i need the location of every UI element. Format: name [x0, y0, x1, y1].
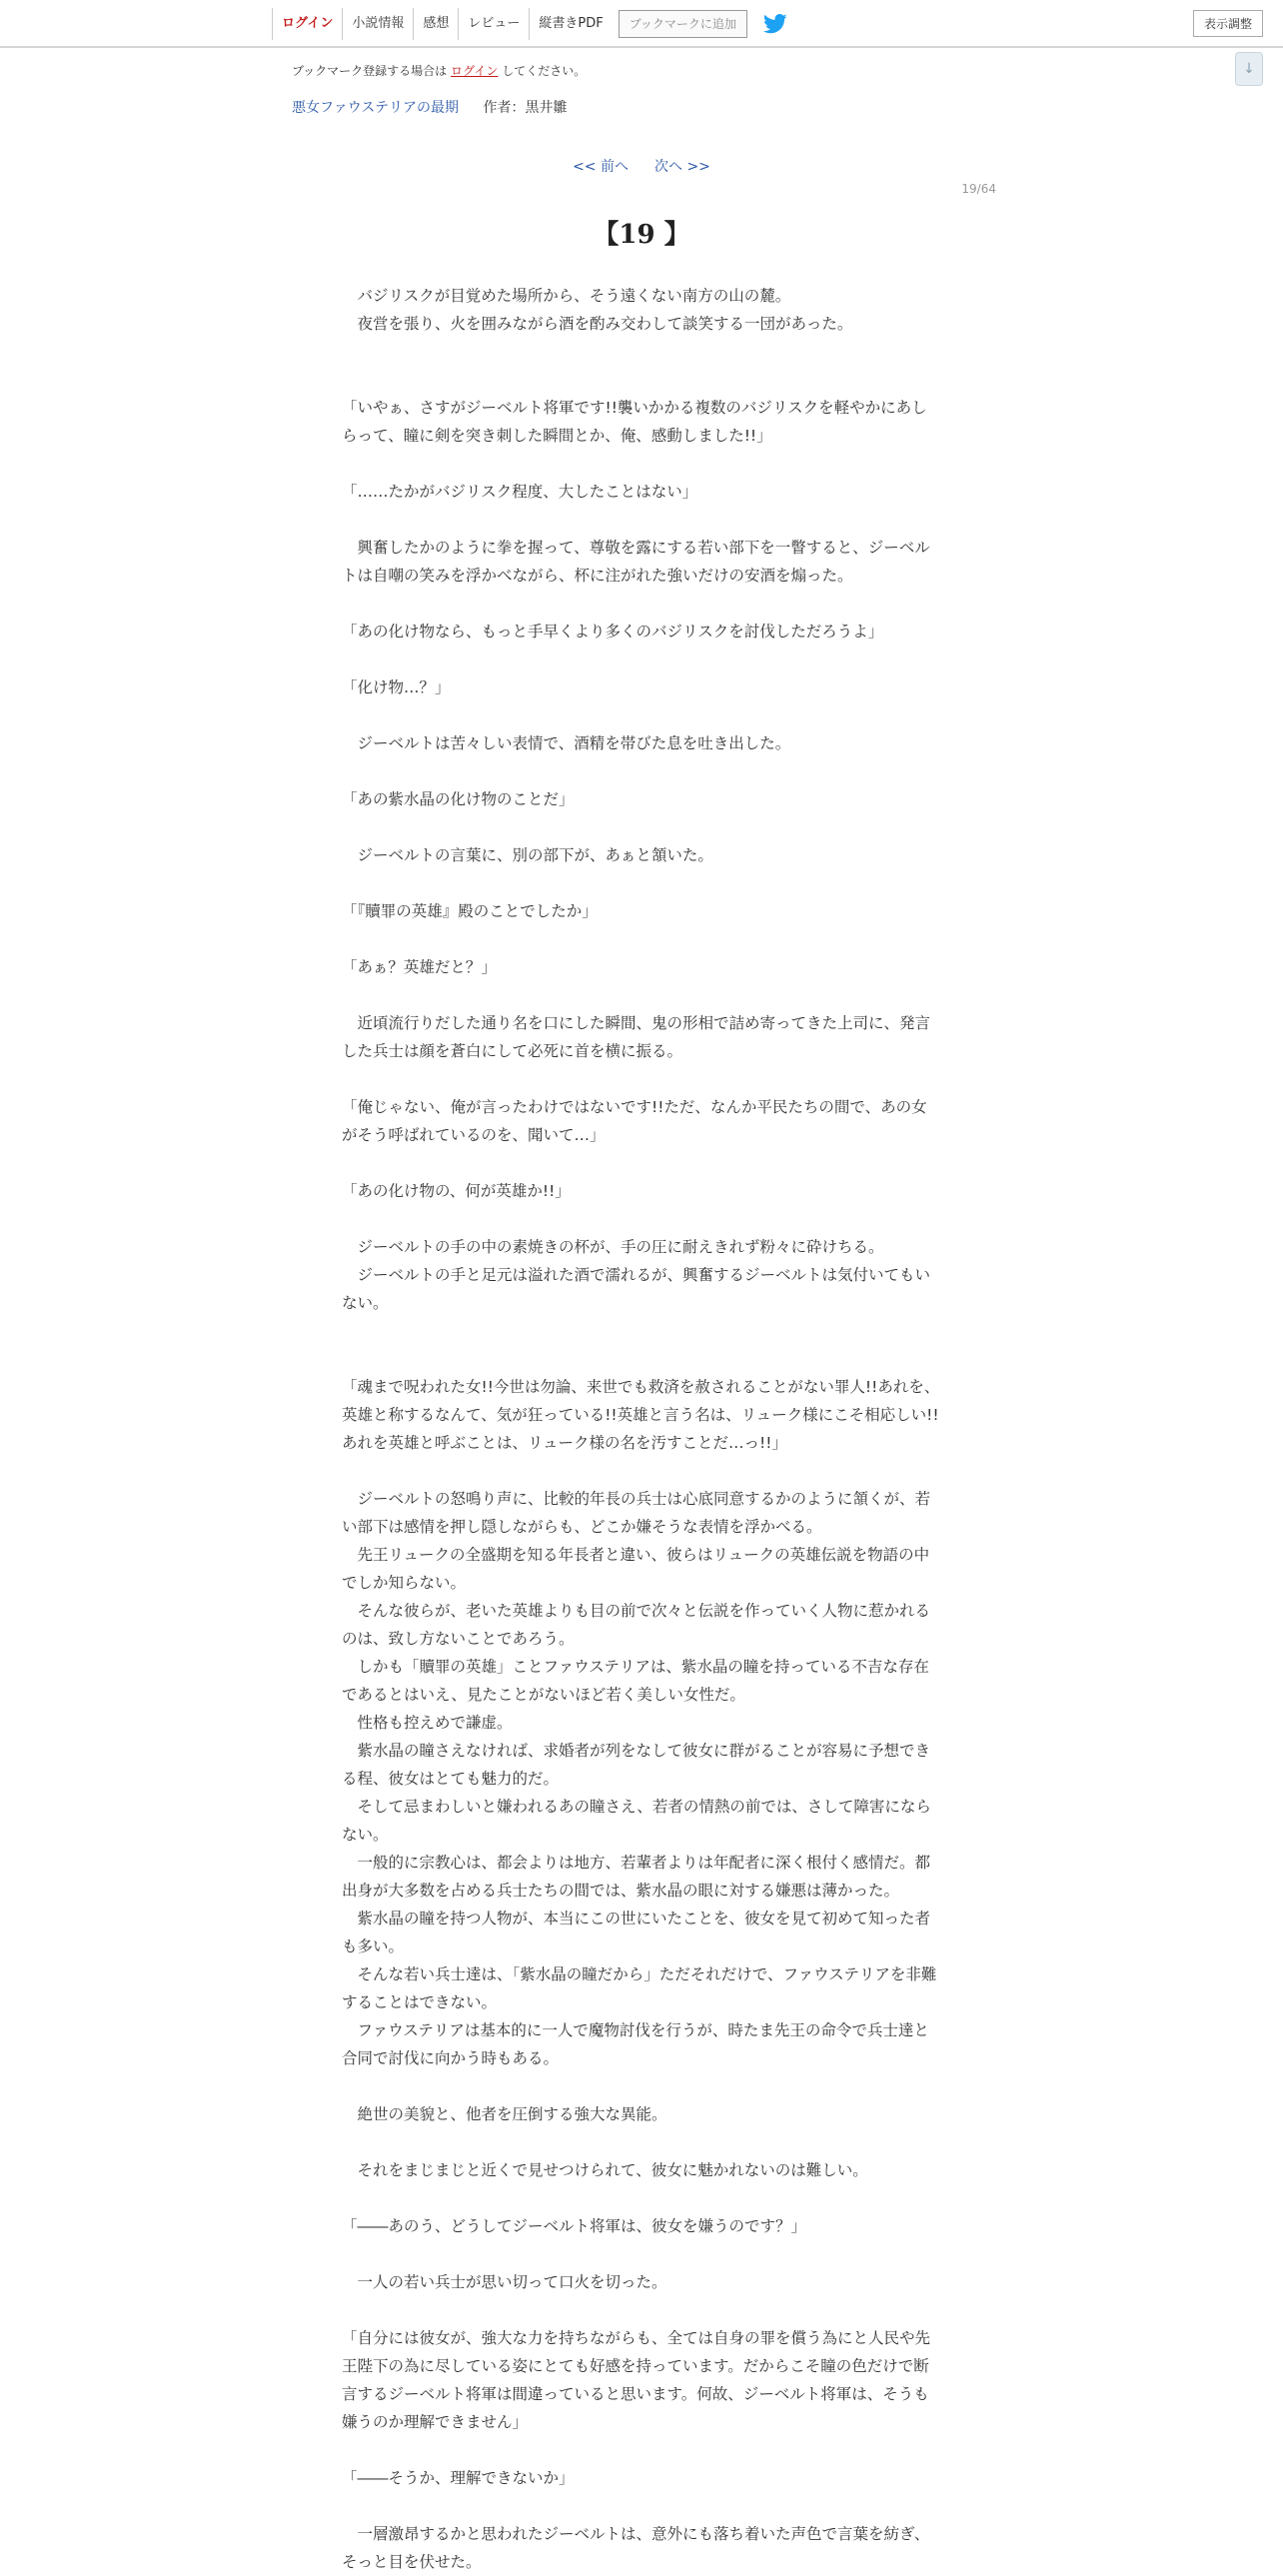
nav-vertical-pdf[interactable]: 縦書きPDF [529, 8, 612, 40]
chapter-paragraph [342, 338, 941, 366]
chapter-paragraph: 一人の若い兵士が思い切って口火を切った。 [342, 2273, 667, 2291]
chapter-paragraph: ジーベルトの手の中の素焼きの杯が、手の圧に耐えきれず粉々に砕けちる。 [342, 1238, 884, 1256]
chapter-paragraph: それをまじまじと近くで見せつけられて、彼女に魅かれないのは難しい。 [342, 2161, 868, 2179]
nav-novel-info[interactable]: 小説情報 [342, 8, 413, 40]
chapter-paragraph: そんな若い兵士達は、「紫水晶の瞳だから」ただそれだけで、ファウステリアを非難することはできない。 [342, 1965, 937, 2011]
chapter-paragraph [342, 1205, 941, 1233]
chapter-paragraph: 「あの紫水晶の化け物のことだ」 [342, 790, 575, 808]
prev-link[interactable]: << 前へ [573, 159, 629, 175]
chapter-paragraph: そして忌まわしいと嫌われるあの瞳さえ、若者の情熱の前では、さして障害にならない。 [342, 1798, 931, 1844]
twitter-icon[interactable] [763, 13, 789, 35]
chapter-paragraph [342, 2184, 941, 2212]
site-header [0, 0, 1283, 48]
chapter-paragraph [342, 869, 941, 897]
chapter-paragraph: 近頃流行りだした通り名を口にした瞬間、鬼の形相で詰め寄ってきた上司に、発言した兵士は顔を蒼白にして必死に首を横に振る。 [342, 1014, 931, 1060]
chapter-paragraph: ジーベルトは苦々しい表情で、酒精を帯びた息を吐き出した。 [342, 734, 791, 752]
chapter-paragraph: 紫水晶の瞳さえなければ、求婚者が列をなして彼女に群がることが容易に予想できる程、彼女はとても魅力的だ。 [342, 1742, 931, 1788]
chapter-paragraph [342, 2436, 941, 2464]
chapter-paragraph [342, 1457, 941, 1485]
chapter-paragraph: ファウステリアは基本的に一人で魔物討伐を行うが、時たま先王の命令で兵士達と合同で討伐に向かう時もある。 [342, 2021, 929, 2067]
nav-login[interactable]: ログイン [272, 8, 342, 40]
scroll-down-button[interactable]: ↓ [1235, 52, 1263, 86]
chapter-title: 【19 】 [593, 220, 690, 250]
chapter-paragraph: 一層激昂するかと思われたジーベルトは、意外にも落ち着いた声色で言葉を紡ぎ、そっと目を伏せた。 [342, 2525, 930, 2571]
chapter-paragraph [342, 1149, 941, 1177]
chapter-paragraph [342, 1345, 941, 1373]
novel-title-link[interactable]: 悪女ファウステリアの最期 [292, 100, 460, 116]
next-link[interactable]: 次へ >> [654, 159, 710, 175]
chapter-paragraph: そんな彼らが、老いた英雄よりも目の前で次々と伝説を作っていく人物に惹かれるのは、致し方ないことであろう。 [342, 1602, 931, 1648]
chapter-paragraph [342, 366, 941, 394]
page-counter: 19/64 [961, 182, 996, 196]
add-bookmark-button[interactable]: ブックマークに追加 [619, 10, 747, 38]
chapter-paragraph: 紫水晶の瞳を持つ人物が、本当にこの世にいたことを、彼女を見て初めて知った者も多い。 [342, 1910, 931, 1955]
chapter-paragraph [342, 981, 941, 1009]
chapter-paragraph: 性格も控えめで謙虚。 [342, 1714, 513, 1732]
chapter-paragraph [342, 2492, 941, 2520]
bookmark-login-link[interactable]: ログイン [450, 64, 499, 78]
nav-review[interactable]: レビュー [458, 8, 529, 40]
chapter-paragraph: 「あの化け物の、何が英雄か!!」 [342, 1182, 571, 1200]
chapter-paragraph: 夜営を張り、火を囲みながら酒を酌み交わして談笑する一団があった。 [342, 315, 853, 333]
chapter-paragraph [342, 1317, 941, 1345]
chapter-paragraph: 一般的に宗教心は、都会よりは地方、若輩者よりは年配者に深く根付く感情だ。都出身が大多数を占める兵士たちの間では、紫水晶の眼に対する嫌悪は薄かった。 [342, 1854, 931, 1900]
chapter-paragraph: 「あぁ？英雄だと？」 [342, 958, 497, 976]
bookmark-note-suffix: してください。 [498, 64, 587, 78]
chapter-paragraph [342, 2072, 941, 2100]
chapter-paragraph [342, 506, 941, 534]
chapter-paragraph: 「あの化け物なら、もっと手早くより多くのバジリスクを討伐しただろうよ」 [342, 623, 884, 641]
nav-impressions[interactable]: 感想 [413, 8, 458, 40]
chapter-paragraph: 「――あのう、どうしてジーベルト将軍は、彼女を嫌うのです？」 [342, 2217, 807, 2235]
chapter-paragraph [342, 813, 941, 841]
chapter-paragraph: バジリスクが目覚めた場所から、そう遠くない南方の山の麓。 [342, 287, 791, 305]
chapter-paragraph: 「魂まで呪われた女!!今世は勿論、来世でも救済を赦されることがない罪人!!あれを、英雄と称するなんて、気が狂っている!!英雄と言う名は、リューク様にこそ相応しい!!あれを英雄と呼ぶことは、リューク様の名を汚すことだ…っ!!」 [342, 1378, 940, 1452]
novel-info [292, 97, 567, 117]
chapter-paragraph: 「化け物…？」 [342, 678, 451, 696]
chapter-paragraph [342, 645, 941, 673]
chapter-paragraph: ジーベルトの手と足元は溢れた酒で濡れるが、興奮するジーベルトは気付いてもいない。 [342, 1266, 931, 1312]
chapter-paragraph: 絶世の美貌と、他者を圧倒する強大な異能。 [342, 2105, 667, 2123]
chapter-paragraph [342, 925, 941, 953]
display-settings-button[interactable]: 表示調整 [1193, 10, 1263, 37]
chapter-paragraph: 「俺じゃない、俺が言ったわけではないです!!ただ、なんか平民たちの間で、あの女がそう呼ばれているのを、聞いて…」 [342, 1098, 927, 1144]
chapter-paragraph: 「いやぁ、さすがジーベルト将軍です!!襲いかかる複数のバジリスクを軽やかにあしらって、瞳に剣を突き刺した瞬間とか、俺、感動しました!!」 [342, 399, 927, 445]
chapter-paragraph [342, 2240, 941, 2268]
bookmark-note-prefix: ブックマーク登録する場合は [292, 64, 451, 78]
chapter-pager [0, 156, 1283, 176]
chapter-body [342, 282, 941, 2576]
chapter-paragraph [342, 757, 941, 785]
chapter-paragraph: しかも「贖罪の英雄」ことファウステリアは、紫水晶の瞳を持っている不吉な存在であるとはいえ、見たことがないほど若く美しい女性だ。 [342, 1658, 929, 1704]
chapter-paragraph [342, 2296, 941, 2324]
chapter-paragraph [342, 450, 941, 478]
chapter-paragraph [342, 1065, 941, 1093]
chapter-paragraph: 「『贖罪の英雄』殿のことでしたか」 [342, 902, 598, 920]
author-name: 作者：黒井雛 [483, 100, 568, 116]
chapter-paragraph: 「――そうか、理解できないか」 [342, 2469, 575, 2487]
chapter-paragraph [342, 2128, 941, 2156]
chapter-paragraph [342, 590, 941, 618]
chapter-paragraph: 「自分には彼女が、強大な力を持ちながらも、全ては自身の罪を償う為にと人民や先王陛下の為に尽している姿にとても好感を持っています。だからこそ瞳の色だけで断言するジーベルト将軍は間違っていると思います。何故、ジーベルト将軍は、そうも嫌うのか理解できません」 [342, 2329, 931, 2431]
chapter-paragraph: 「……たかがバジリスク程度、大したことはない」 [342, 483, 698, 501]
chapter-paragraph: 興奮したかのように拳を握って、尊敬を露にする若い部下を一瞥すると、ジーベルトは自嘲の笑みを浮かべながら、杯に注がれた強いだけの安酒を煽った。 [342, 539, 930, 585]
main-nav [272, 8, 789, 40]
bookmark-note [292, 62, 586, 79]
chapter-paragraph: ジーベルトの怒鳴り声に、比較的年長の兵士は心底同意するかのように頷くが、若い部下は感情を押し隠しながらも、どこか嫌そうな表情を浮かべる。 [342, 1490, 931, 1536]
chapter-paragraph: 先王リュークの全盛期を知る年長者と違い、彼らはリュークの英雄伝説を物語の中でしか知らない。 [342, 1546, 930, 1592]
chapter-paragraph: ジーベルトの言葉に、別の部下が、あぁと頷いた。 [342, 846, 713, 864]
chapter-paragraph [342, 701, 941, 729]
